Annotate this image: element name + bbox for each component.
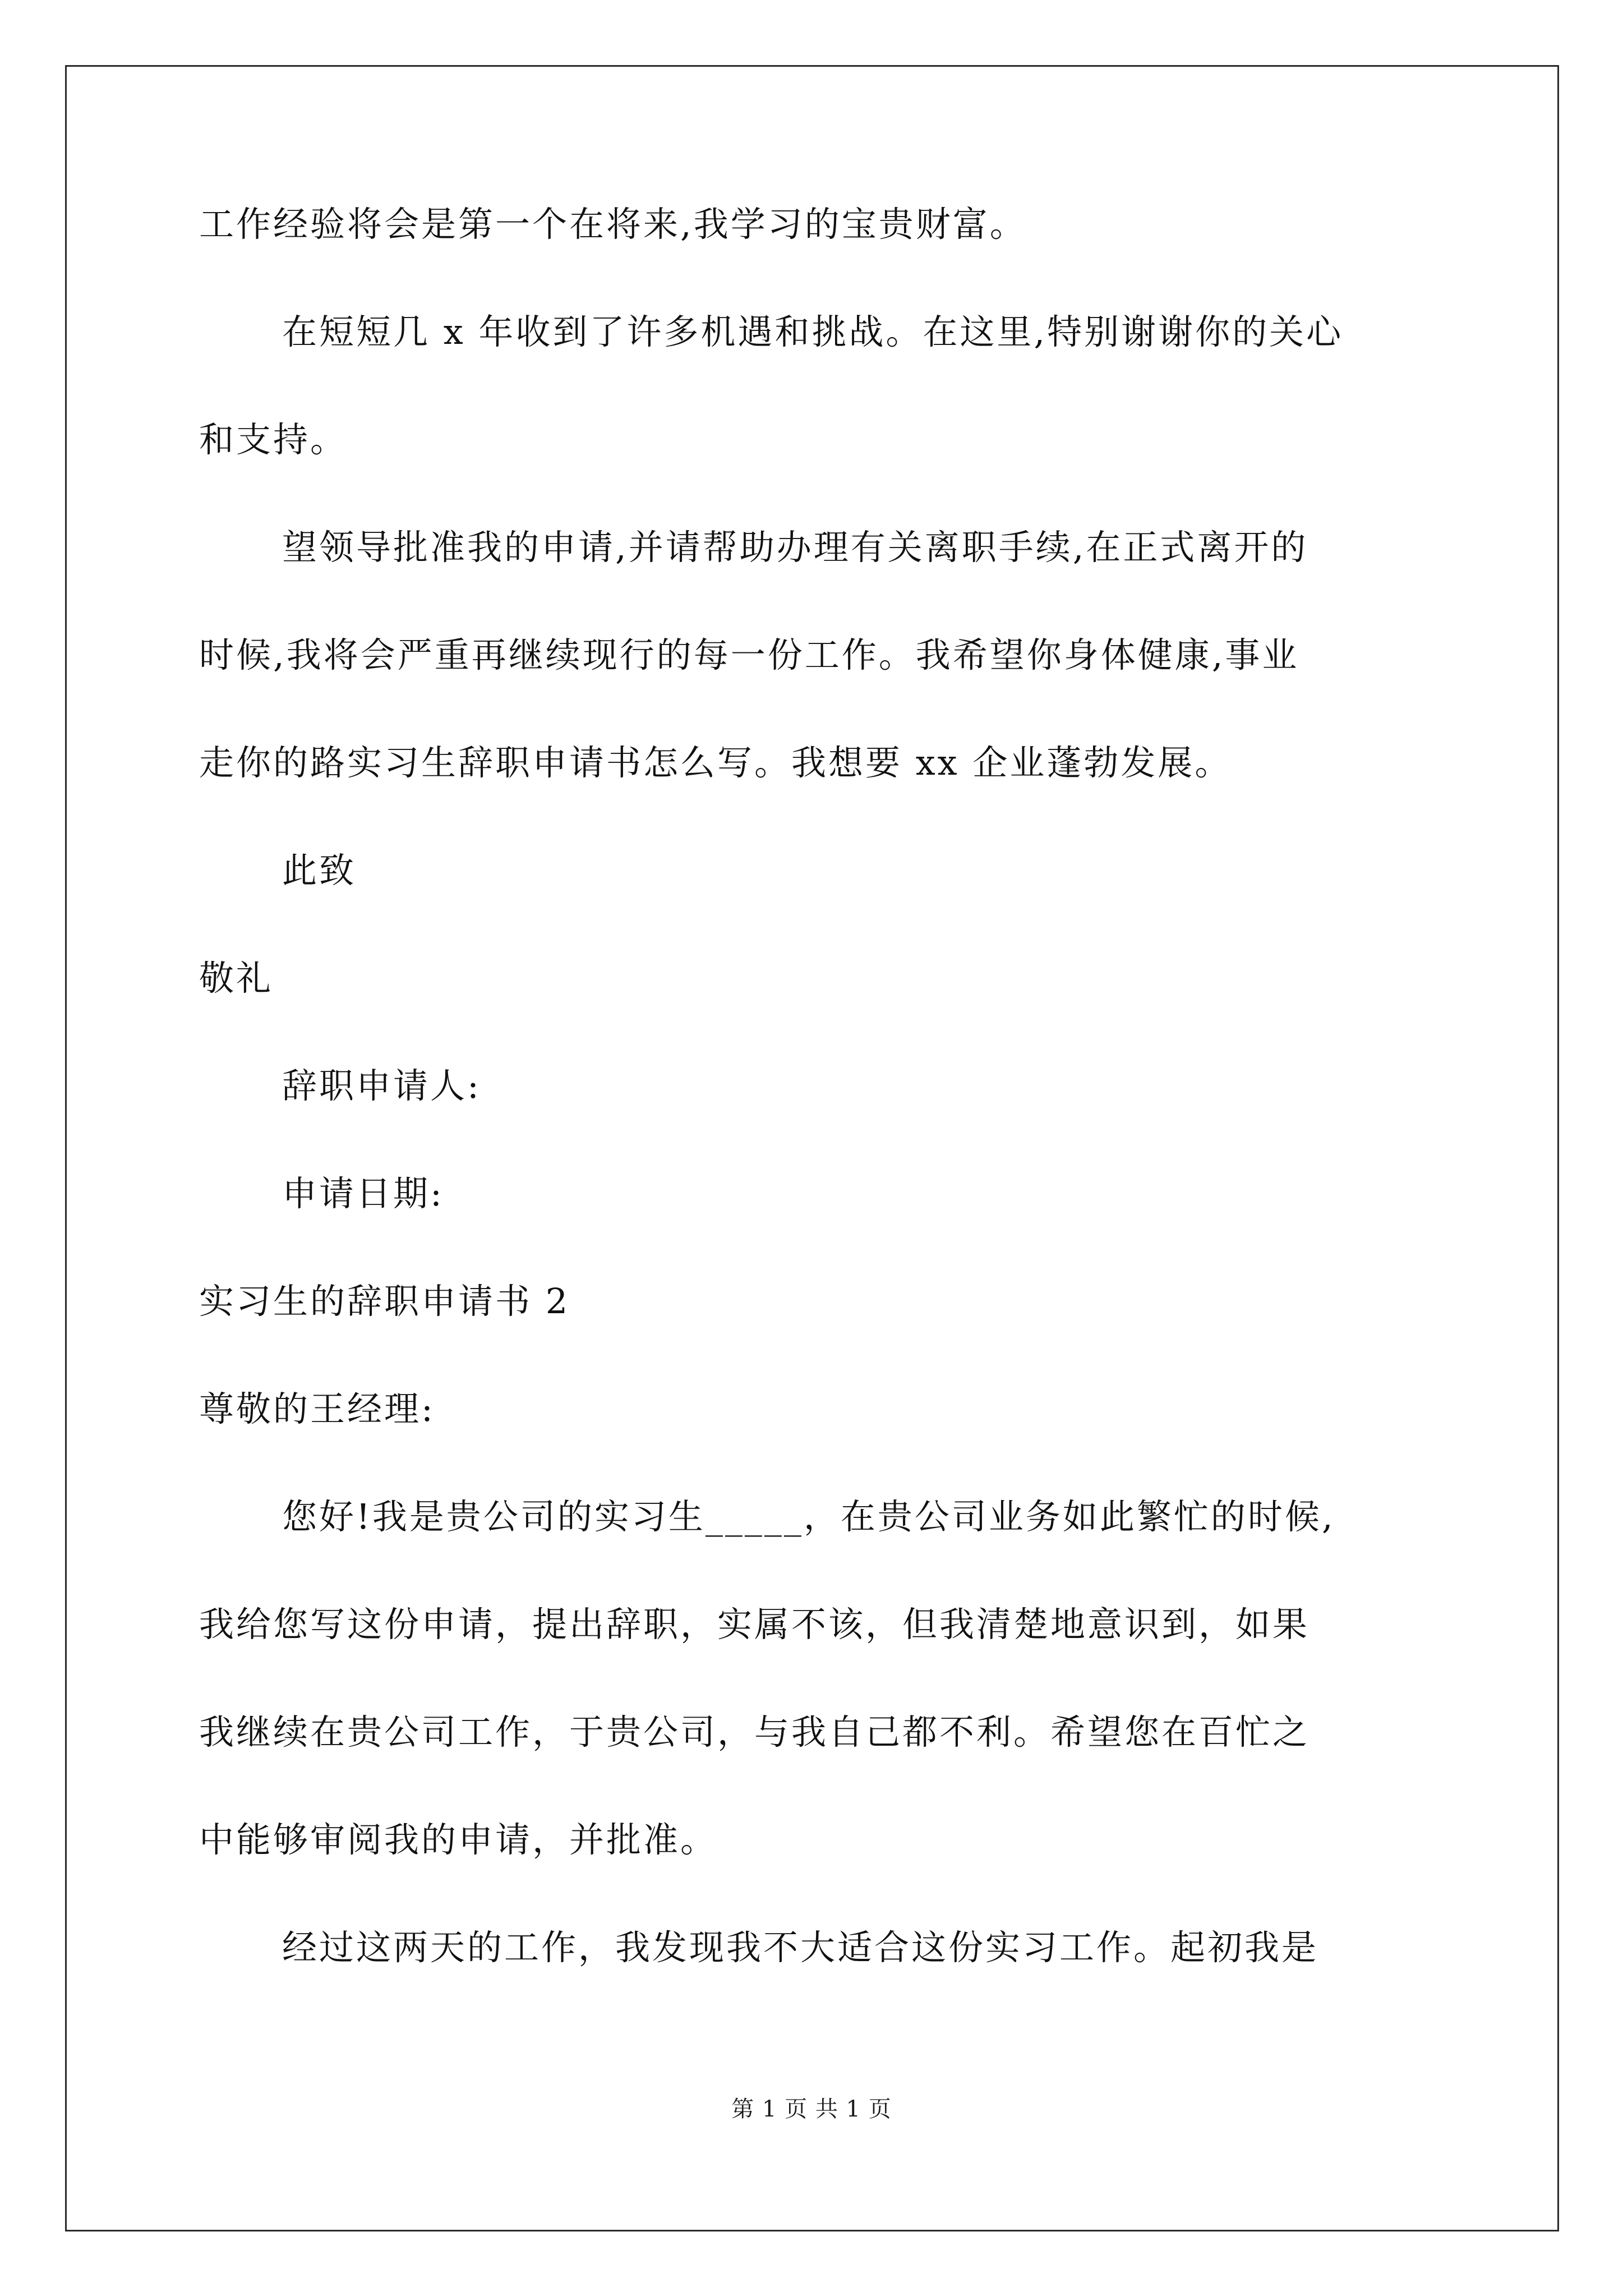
paragraph-line: 我给您写这份申请，提出辞职，实属不该，但我清楚地意识到，如果 <box>199 1604 1310 1645</box>
section-title: 实习生的辞职申请书 2 <box>199 1281 570 1322</box>
page-number-footer: 第 1 页 共 1 页 <box>731 2096 892 2122</box>
paragraph-line: 时候,我将会严重再继续现行的每一份工作。我希望你身体健康,事业 <box>199 634 1299 675</box>
paragraph-line: 和支持。 <box>199 419 348 460</box>
paragraph-line: 中能够审阅我的申请，并批准。 <box>199 1819 718 1860</box>
greeting: 尊敬的王经理: <box>199 1388 435 1429</box>
closing-salutation: 此致 <box>282 850 357 891</box>
paragraph-line: 您好!我是贵公司的实习生_____，在贵公司业务如此繁忙的时候, <box>282 1496 1335 1537</box>
paragraph-line: 经过这两天的工作，我发现我不大适合这份实习工作。起初我是 <box>282 1927 1319 1968</box>
paragraph-line: 走你的路实习生辞职申请书怎么写。我想要 xx 企业蓬勃发展。 <box>199 742 1232 783</box>
paragraph-line: 工作经验将会是第一个在将来,我学习的宝贵财富。 <box>199 204 1027 245</box>
closing-regards: 敬礼 <box>199 958 274 999</box>
date-label: 申请日期: <box>282 1173 444 1214</box>
paragraph-line: 在短短几 x 年收到了许多机遇和挑战。在这里,特别谢谢你的关心 <box>282 311 1344 352</box>
page-border <box>65 65 1559 2231</box>
applicant-label: 辞职申请人: <box>282 1065 481 1106</box>
paragraph-line: 望领导批准我的申请,并请帮助办理有关离职手续,在正式离开的 <box>282 527 1308 568</box>
paragraph-line: 我继续在贵公司工作，于贵公司，与我自己都不利。希望您在百忙之 <box>199 1711 1310 1752</box>
